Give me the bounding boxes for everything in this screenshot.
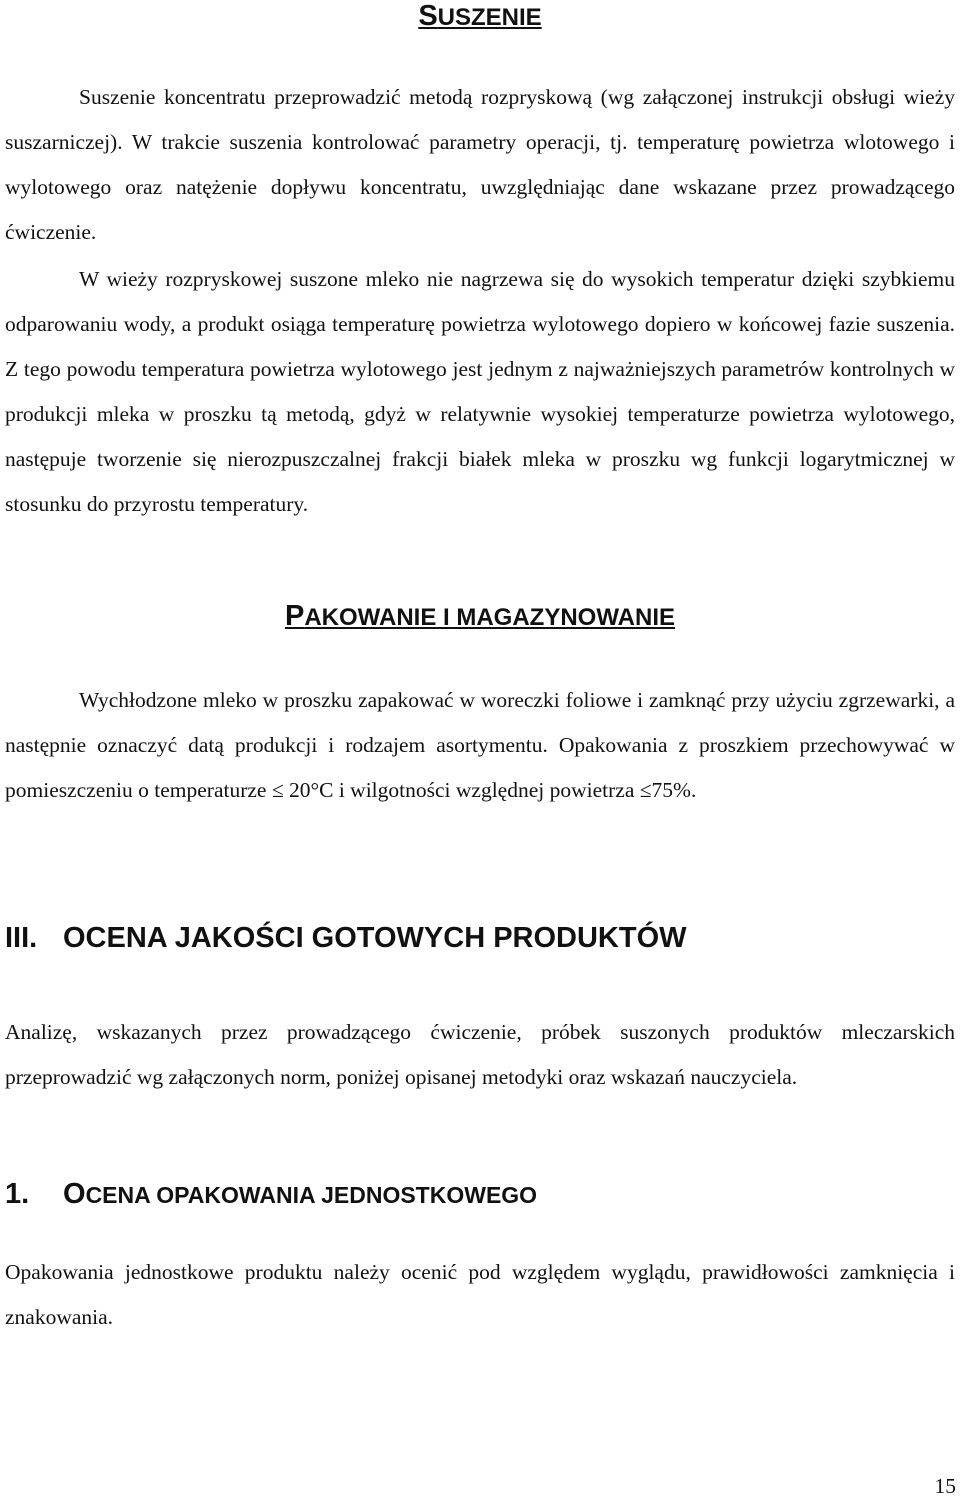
heading-packing-rest: AKOWANIE I MAGAZYNOWANIE: [304, 604, 675, 631]
heading-drying-rest: USZENIE: [437, 4, 542, 31]
subsection-1-number: 1.: [5, 1178, 30, 1210]
section-3-paragraph: Analizę, wskazanych przez prowadzącego ćwiczenie, próbek suszonych produktów mleczarskich przeprowadzić wg załączonych norm, poniżej opisanej metodyki oraz wskazań nauczyciela.: [5, 1020, 955, 1089]
drying-paragraph-2: W wieży rozpryskowej suszone mleko nie nagrzewa się do wysokich temperatur dzięki szybkiemu odparowaniu wody, a produkt osiąga temperaturę powietrza wylotowego dopiero w końcowej fazie suszenia. Z tego powodu temperatura powietrza wylotowego jest jednym z najważniejszych parametrów kontrolnych w produkcji mleka w proszku tą metodą, gdyż w relatywnie wysokiej temperaturze powietrza wylotowego, następuje tworzenie się nierozpuszczalnej frakcji białek mleka w proszku wg funkcji logarytmicznej w stosunku do przyrostu temperatury.: [5, 267, 955, 516]
heading-packing: [5, 600, 955, 633]
heading-drying-initial: S: [418, 0, 438, 32]
heading-packing-initial: P: [284, 600, 305, 632]
heading-drying: [5, 0, 955, 33]
subsection-1-title-initial: O: [63, 1178, 86, 1210]
section-3-heading: [5, 922, 955, 955]
subsection-1-title-rest: CENA OPAKOWANIA JEDNOSTKOWEGO: [85, 1182, 538, 1208]
packing-paragraph: Wychłodzone mleko w proszku zapakować w woreczki foliowe i zamknąć przy użyciu zgrzewarki, a następnie oznaczyć datą produkcji i rodzajem asortymentu. Opakowania z proszkiem przechowywać w pomieszczeniu o temperaturze ≤ 20°C i wilgotności względnej powietrza ≤75%.: [5, 688, 955, 802]
section-3-number: III.: [5, 922, 38, 954]
subsection-1-heading: [5, 1178, 955, 1211]
section-3-title: OCENA JAKOŚCI GOTOWYCH PRODUKTÓW: [63, 922, 687, 954]
drying-paragraph-1: Suszenie koncentratu przeprowadzić metodą rozpryskową (wg załączonej instrukcji obsługi wieży suszarniczej). W trakcie suszenia kontrolować parametry operacji, tj. temperaturę powietrza wlotowego i wylotowego oraz natężenie dopływu koncentratu, uwzględniając dane wskazane przez prowadzącego ćwiczenie.: [5, 85, 955, 244]
subsection-1-paragraph: Opakowania jednostkowe produktu należy ocenić pod względem wyglądu, prawidłowości zamknięcia i znakowania.: [5, 1260, 955, 1329]
page-number: 15: [934, 1474, 956, 1498]
